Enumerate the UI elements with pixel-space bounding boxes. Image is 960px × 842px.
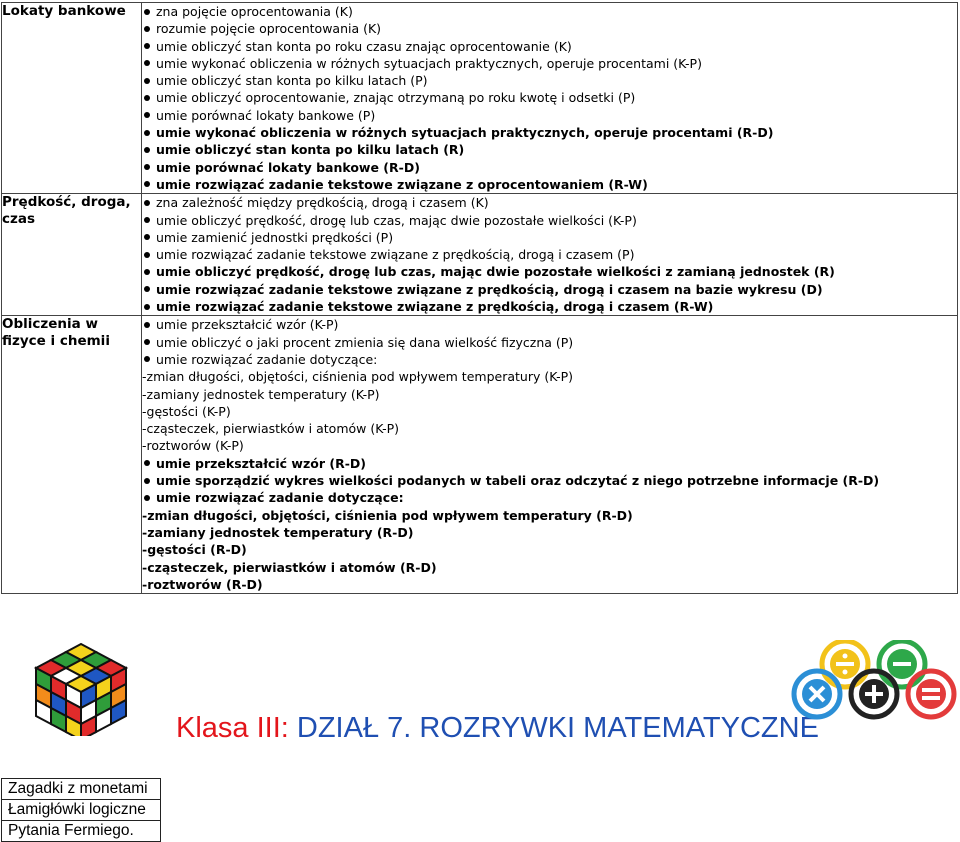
requirement-item: umie rozwiązać zadanie tekstowe związane z prędkością, drogą i czasem (P) <box>142 246 957 263</box>
section-items <box>142 316 958 594</box>
extra-topic-row <box>2 821 161 842</box>
math-operators-rings-icon <box>790 640 958 726</box>
extra-topic: Łamigłówki logiczne <box>2 800 161 821</box>
requirement-subitem: -zamiany jednostek temperatury (K-P) <box>142 386 380 402</box>
extra-topic: Pytania Fermiego. <box>2 821 161 842</box>
requirement-item: zna zależność między prędkością, drogą i czasem (K) <box>142 194 957 211</box>
requirement-item: rozumie pojęcie oprocentowania (K) <box>142 20 957 37</box>
requirement-item: umie rozwiązać zadanie tekstowe związane z prędkością, drogą i czasem (R-W) <box>142 298 957 315</box>
section-topic: Lokaty bankowe <box>2 3 142 194</box>
section-items <box>142 194 958 316</box>
requirement-item: umie wykonać obliczenia w różnych sytuacjach praktycznych, operuje procentami (R-D) <box>142 124 957 141</box>
extra-topic-row <box>2 800 161 821</box>
requirement-item: umie obliczyć prędkość, drogę lub czas, mając dwie pozostałe wielkości (K-P) <box>142 212 957 229</box>
requirement-subitem: -cząsteczek, pierwiastków i atomów (R-D) <box>142 559 437 575</box>
requirement-item: umie porównać lokaty bankowe (R-D) <box>142 159 957 176</box>
section-row <box>2 316 958 594</box>
requirement-subitem: -zamiany jednostek temperatury (R-D) <box>142 524 414 540</box>
requirement-subitem: -zmian długości, objętości, ciśnienia pod wpływem temperatury (R-D) <box>142 507 633 523</box>
requirement-item: umie rozwiązać zadanie dotyczące: <box>142 351 957 368</box>
section-heading <box>176 710 819 746</box>
extra-topic-row <box>2 779 161 800</box>
heading-chapter-label: DZIAŁ 7. ROZRYWKI MATEMATYCZNE <box>288 712 819 744</box>
requirement-item: zna pojęcie oprocentowania (K) <box>142 3 957 20</box>
heading-class-label: Klasa III: <box>176 712 289 744</box>
requirement-item: umie obliczyć prędkość, drogę lub czas, mając dwie pozostałe wielkości z zamianą jednostek (R) <box>142 263 957 280</box>
rubiks-cube-icon <box>26 636 136 736</box>
requirement-item: umie obliczyć stan konta po roku czasu znając oprocentowanie (K) <box>142 38 957 55</box>
requirement-item: umie rozwiązać zadanie tekstowe związane z prędkością, drogą i czasem na bazie wykresu (D) <box>142 281 957 298</box>
requirement-item: umie zamienić jednostki prędkości (P) <box>142 229 957 246</box>
requirement-subitem: -roztworów (R-D) <box>142 576 263 592</box>
requirement-item: umie obliczyć o jaki procent zmienia się dana wielkość fizyczna (P) <box>142 334 957 351</box>
requirement-subitem: -gęstości (K-P) <box>142 403 231 419</box>
requirement-item: umie obliczyć stan konta po kilku latach (P) <box>142 72 957 89</box>
section-row <box>2 3 958 194</box>
requirement-subitem: -gęstości (R-D) <box>142 542 247 558</box>
requirement-item: umie rozwiązać zadanie dotyczące: <box>142 489 957 506</box>
requirements-table <box>1 2 958 594</box>
requirement-subitem: -zmian długości, objętości, ciśnienia pod wpływem temperatury (K-P) <box>142 369 574 385</box>
requirement-item: umie wykonać obliczenia w różnych sytuacjach praktycznych, operuje procentami (K-P) <box>142 55 957 72</box>
extra-topics-table <box>1 778 161 842</box>
requirement-item: umie przekształcić wzór (R-D) <box>142 455 957 472</box>
requirement-item: umie przekształcić wzór (K-P) <box>142 316 957 333</box>
requirement-item: umie sporządzić wykres wielkości podanych w tabeli oraz odczytać z niego potrzebne informacje (R-D) <box>142 472 957 489</box>
section-row <box>2 194 958 316</box>
extra-topic: Zagadki z monetami <box>2 779 161 800</box>
section-topic: Prędkość, droga, czas <box>2 194 142 316</box>
requirement-subitem: -cząsteczek, pierwiastków i atomów (K-P) <box>142 421 400 437</box>
requirement-item: umie obliczyć oprocentowanie, znając otrzymaną po roku kwotę i odsetki (P) <box>142 89 957 106</box>
requirement-item: umie porównać lokaty bankowe (P) <box>142 107 957 124</box>
requirement-item: umie rozwiązać zadanie tekstowe związane z oprocentowaniem (R-W) <box>142 176 957 193</box>
requirement-item: umie obliczyć stan konta po kilku latach (R) <box>142 141 957 158</box>
requirement-subitem: -roztworów (K-P) <box>142 438 244 454</box>
section-topic: Obliczenia w fizyce i chemii <box>2 316 142 594</box>
section-items <box>142 3 958 194</box>
